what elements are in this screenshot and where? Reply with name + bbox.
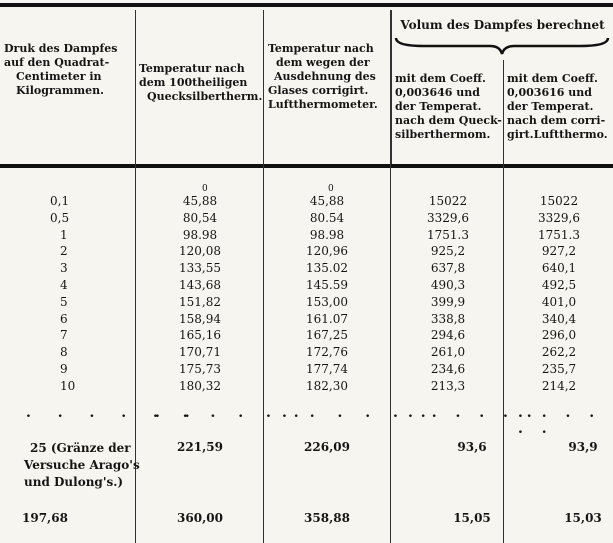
label-line: 25 (Gränze der [30, 441, 131, 455]
table-cell: 135.02 [306, 261, 348, 276]
header-line: girt.Luftthermo. [507, 128, 608, 141]
table-cell: 399,9 [430, 294, 466, 309]
table-cell: 640,1 [541, 261, 577, 276]
table-row [0, 228, 613, 244]
header-rule [0, 164, 613, 168]
table-cell: 15,05 [453, 511, 491, 525]
header-line: Glases corrigirt. [268, 84, 369, 97]
table-cell: 172,76 [306, 345, 348, 360]
degree-mark: 0 [328, 184, 334, 194]
table-cell: 180,32 [179, 378, 221, 393]
ellipsis-row: . . . . . . [282, 405, 435, 421]
table-cell: 153,00 [306, 294, 348, 309]
top-rule [0, 3, 613, 7]
table-cell: 93,6 [457, 440, 487, 454]
header-mercury-temp [139, 62, 263, 104]
table-cell: 261,0 [430, 345, 466, 360]
table-cell: 197,68 [22, 511, 68, 525]
pressure-cell: 9 [60, 362, 68, 376]
header-line: silberthermom. [395, 128, 491, 141]
header-line: 0,003616 und [507, 86, 592, 99]
table-row [0, 278, 613, 294]
table-cell: 3329,6 [427, 210, 469, 225]
table-cell: 1751.3 [538, 227, 580, 242]
table-cell: 3329,6 [538, 210, 580, 225]
header-line: der Temperat. [395, 100, 482, 113]
table-cell: 45,88 [182, 194, 218, 208]
table-cell: 167,25 [306, 328, 348, 343]
table-cell: 358,88 [304, 511, 350, 525]
table-row [0, 345, 613, 361]
header-line: mit dem Coeff. [507, 72, 598, 85]
ellipsis-row: . . . . . . [155, 405, 308, 421]
table-cell: 165,16 [179, 328, 221, 343]
table-cell: 1751.3 [427, 227, 469, 242]
column-divider [390, 10, 392, 164]
header-line: dem 100theiligen [139, 76, 248, 89]
pressure-cell: 10 [60, 378, 76, 393]
table-cell: 145.59 [306, 278, 348, 292]
header-line: mit dem Coeff. [395, 72, 486, 85]
table-cell: 294,6 [430, 328, 466, 343]
table-cell: 161.07 [306, 311, 348, 326]
table-cell: 226,09 [304, 440, 350, 454]
table-row [0, 511, 613, 527]
ellipsis-row: . . . . . . [26, 405, 201, 421]
table-cell: 182,30 [306, 378, 348, 393]
table-cell: 143,68 [179, 278, 221, 292]
table-row [0, 244, 613, 260]
table-cell: 151,82 [179, 294, 221, 309]
table-cell: 15022 [539, 194, 579, 208]
table-cell: 158,94 [179, 311, 221, 326]
header-line: Druk des Dampfes [4, 42, 118, 55]
table-cell: 120,96 [306, 244, 348, 259]
table-cell: 15,03 [564, 511, 602, 525]
table-row [0, 312, 613, 328]
table-cell: 80.54 [309, 210, 345, 225]
header-air-temp [268, 42, 390, 112]
pressure-cell: 2 [60, 244, 68, 259]
table-cell: 221,59 [177, 440, 223, 454]
header-line: nach dem Queck- [395, 114, 502, 127]
header-line: Temperatur nach [268, 42, 374, 55]
ellipsis-row: . . . . . . [408, 405, 539, 421]
table-cell: 98.98 [309, 227, 345, 242]
table-cell: 15022 [428, 194, 468, 208]
header-line: Quecksilbertherm. [147, 90, 263, 103]
header-line: 0,003646 und [395, 86, 480, 99]
table-cell: 340,4 [541, 311, 577, 326]
header-line: dem wegen der [276, 56, 370, 69]
table-row [0, 440, 613, 456]
table-cell: 925,2 [430, 244, 466, 259]
table-cell: 338,8 [430, 311, 466, 326]
pressure-cell: 8 [60, 345, 68, 360]
header-pressure [4, 42, 134, 98]
table-cell: 213,3 [430, 378, 466, 393]
table-row [0, 211, 613, 227]
pressure-cell: 3 [60, 261, 68, 276]
header-line: Luftthermometer. [268, 98, 378, 111]
header-line: Centimeter in [16, 70, 102, 83]
table-cell: 296,0 [541, 328, 577, 343]
table-cell: 262,2 [541, 345, 577, 360]
ellipsis-row: . . . . . . [518, 405, 602, 437]
label-line: und Dulong's.) [24, 475, 124, 489]
header-volume: Volum des Dampfes berechnet [400, 18, 605, 32]
header-line: Kilogrammen. [16, 84, 104, 97]
table-cell: 214,2 [541, 378, 577, 393]
brace-icon [394, 36, 610, 56]
table-row [0, 379, 613, 395]
table-cell: 490,3 [430, 278, 466, 292]
table-row [0, 295, 613, 311]
header-volume-air [507, 72, 613, 142]
table-row [0, 194, 613, 210]
pressure-cell: 6 [60, 311, 68, 326]
header-line: auf den Quadrat- [4, 56, 110, 69]
table-cell: 401,0 [541, 294, 577, 309]
table-row [0, 328, 613, 344]
label-line: Versuche Arago's [24, 458, 140, 472]
table-cell: 492,5 [541, 278, 577, 292]
table-cell: 177,74 [306, 362, 348, 376]
table-cell: 98.98 [182, 227, 218, 242]
pressure-cell: 0,5 [50, 210, 70, 225]
table-cell: 235,7 [541, 362, 577, 376]
pressure-cell: 1 [60, 227, 68, 242]
table-cell: 360,00 [177, 511, 223, 525]
header-volume-mercury [395, 72, 503, 142]
table-row [0, 261, 613, 277]
table-cell: 234,6 [430, 362, 466, 376]
table-cell: 175,73 [179, 362, 221, 376]
header-line: Ausdehnung des [274, 70, 376, 83]
pressure-cell: 4 [60, 278, 68, 292]
pressure-cell: 7 [60, 328, 68, 343]
table-cell: 80,54 [182, 210, 218, 225]
header-line: der Temperat. [507, 100, 594, 113]
table-cell: 133,55 [179, 261, 221, 276]
degree-mark: 0 [202, 184, 208, 194]
table-cell: 93,9 [568, 440, 598, 454]
header-line: Temperatur nach [139, 62, 245, 75]
table-cell: 637,8 [430, 261, 466, 276]
table-cell: 927,2 [541, 244, 577, 259]
table-cell: 170,71 [179, 345, 221, 360]
pressure-cell: 5 [60, 294, 68, 309]
table-cell: 45,88 [309, 194, 345, 208]
pressure-cell: 0,1 [50, 194, 70, 208]
header-line: nach dem corri- [507, 114, 606, 127]
table-cell: 120,08 [179, 244, 221, 259]
table-row [0, 362, 613, 378]
